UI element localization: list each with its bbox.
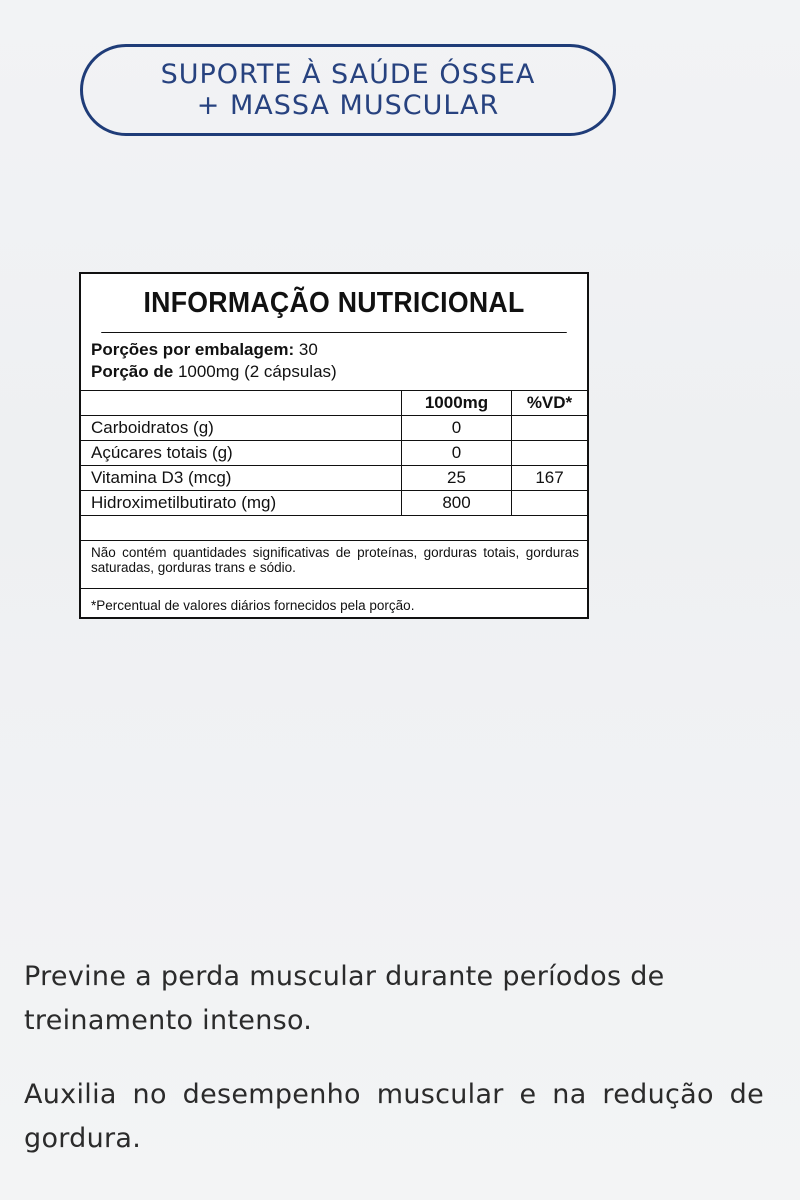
row-amount-acucares: 0 — [402, 441, 512, 466]
nutrition-grid — [81, 391, 587, 516]
badge-line-1: SUPORTE À SAÚDE ÓSSEA — [160, 59, 536, 90]
servings-line — [91, 339, 577, 361]
row-amount-hmb: 800 — [402, 491, 512, 516]
nutrition-portion-info — [81, 333, 587, 391]
row-name-hmb: Hidroximetilbutirato (mg) — [81, 491, 402, 516]
nutrition-title: INFORMAÇÃO NUTRICIONAL — [101, 274, 567, 333]
header-amount: 1000mg — [402, 391, 512, 416]
row-vd-hmb — [512, 491, 587, 516]
row-amount-carboidratos: 0 — [402, 416, 512, 441]
portion-line — [91, 361, 577, 383]
row-name-vitamina-d3: Vitamina D3 (mcg) — [81, 466, 402, 491]
row-name-carboidratos: Carboidratos (g) — [81, 416, 402, 441]
row-name-acucares: Açúcares totais (g) — [81, 441, 402, 466]
badge-line-2: + MASSA MUSCULAR — [196, 90, 500, 121]
benefit-paragraph-2: Auxilia no desempenho muscular e na redução de gordura. — [24, 1079, 764, 1154]
benefit-paragraph-1: Previne a perda muscular durante períodos de treinamento intenso. — [24, 961, 665, 1036]
portion-value: 1000mg (2 cápsulas) — [177, 362, 337, 381]
row-vd-acucares — [512, 441, 587, 466]
header-vd: %VD* — [512, 391, 587, 416]
row-amount-vitamina-d3: 25 — [402, 466, 512, 491]
servings-label: Porções por embalagem: — [91, 340, 295, 359]
row-vd-vitamina-d3: 167 — [512, 466, 587, 491]
nutrition-note: Não contém quantidades significativas de proteínas, gorduras totais, gorduras saturadas, gorduras trans e sódio. — [81, 541, 587, 589]
portion-label: Porção de — [91, 362, 174, 381]
header-empty-cell — [81, 391, 402, 416]
badge-pill — [80, 44, 616, 136]
spacer-row — [81, 516, 587, 541]
row-vd-carboidratos — [512, 416, 587, 441]
servings-value: 30 — [298, 340, 318, 359]
nutrition-footnote: *Percentual de valores diários fornecidos pela porção. — [91, 598, 415, 613]
nutrition-facts-table — [79, 272, 589, 619]
